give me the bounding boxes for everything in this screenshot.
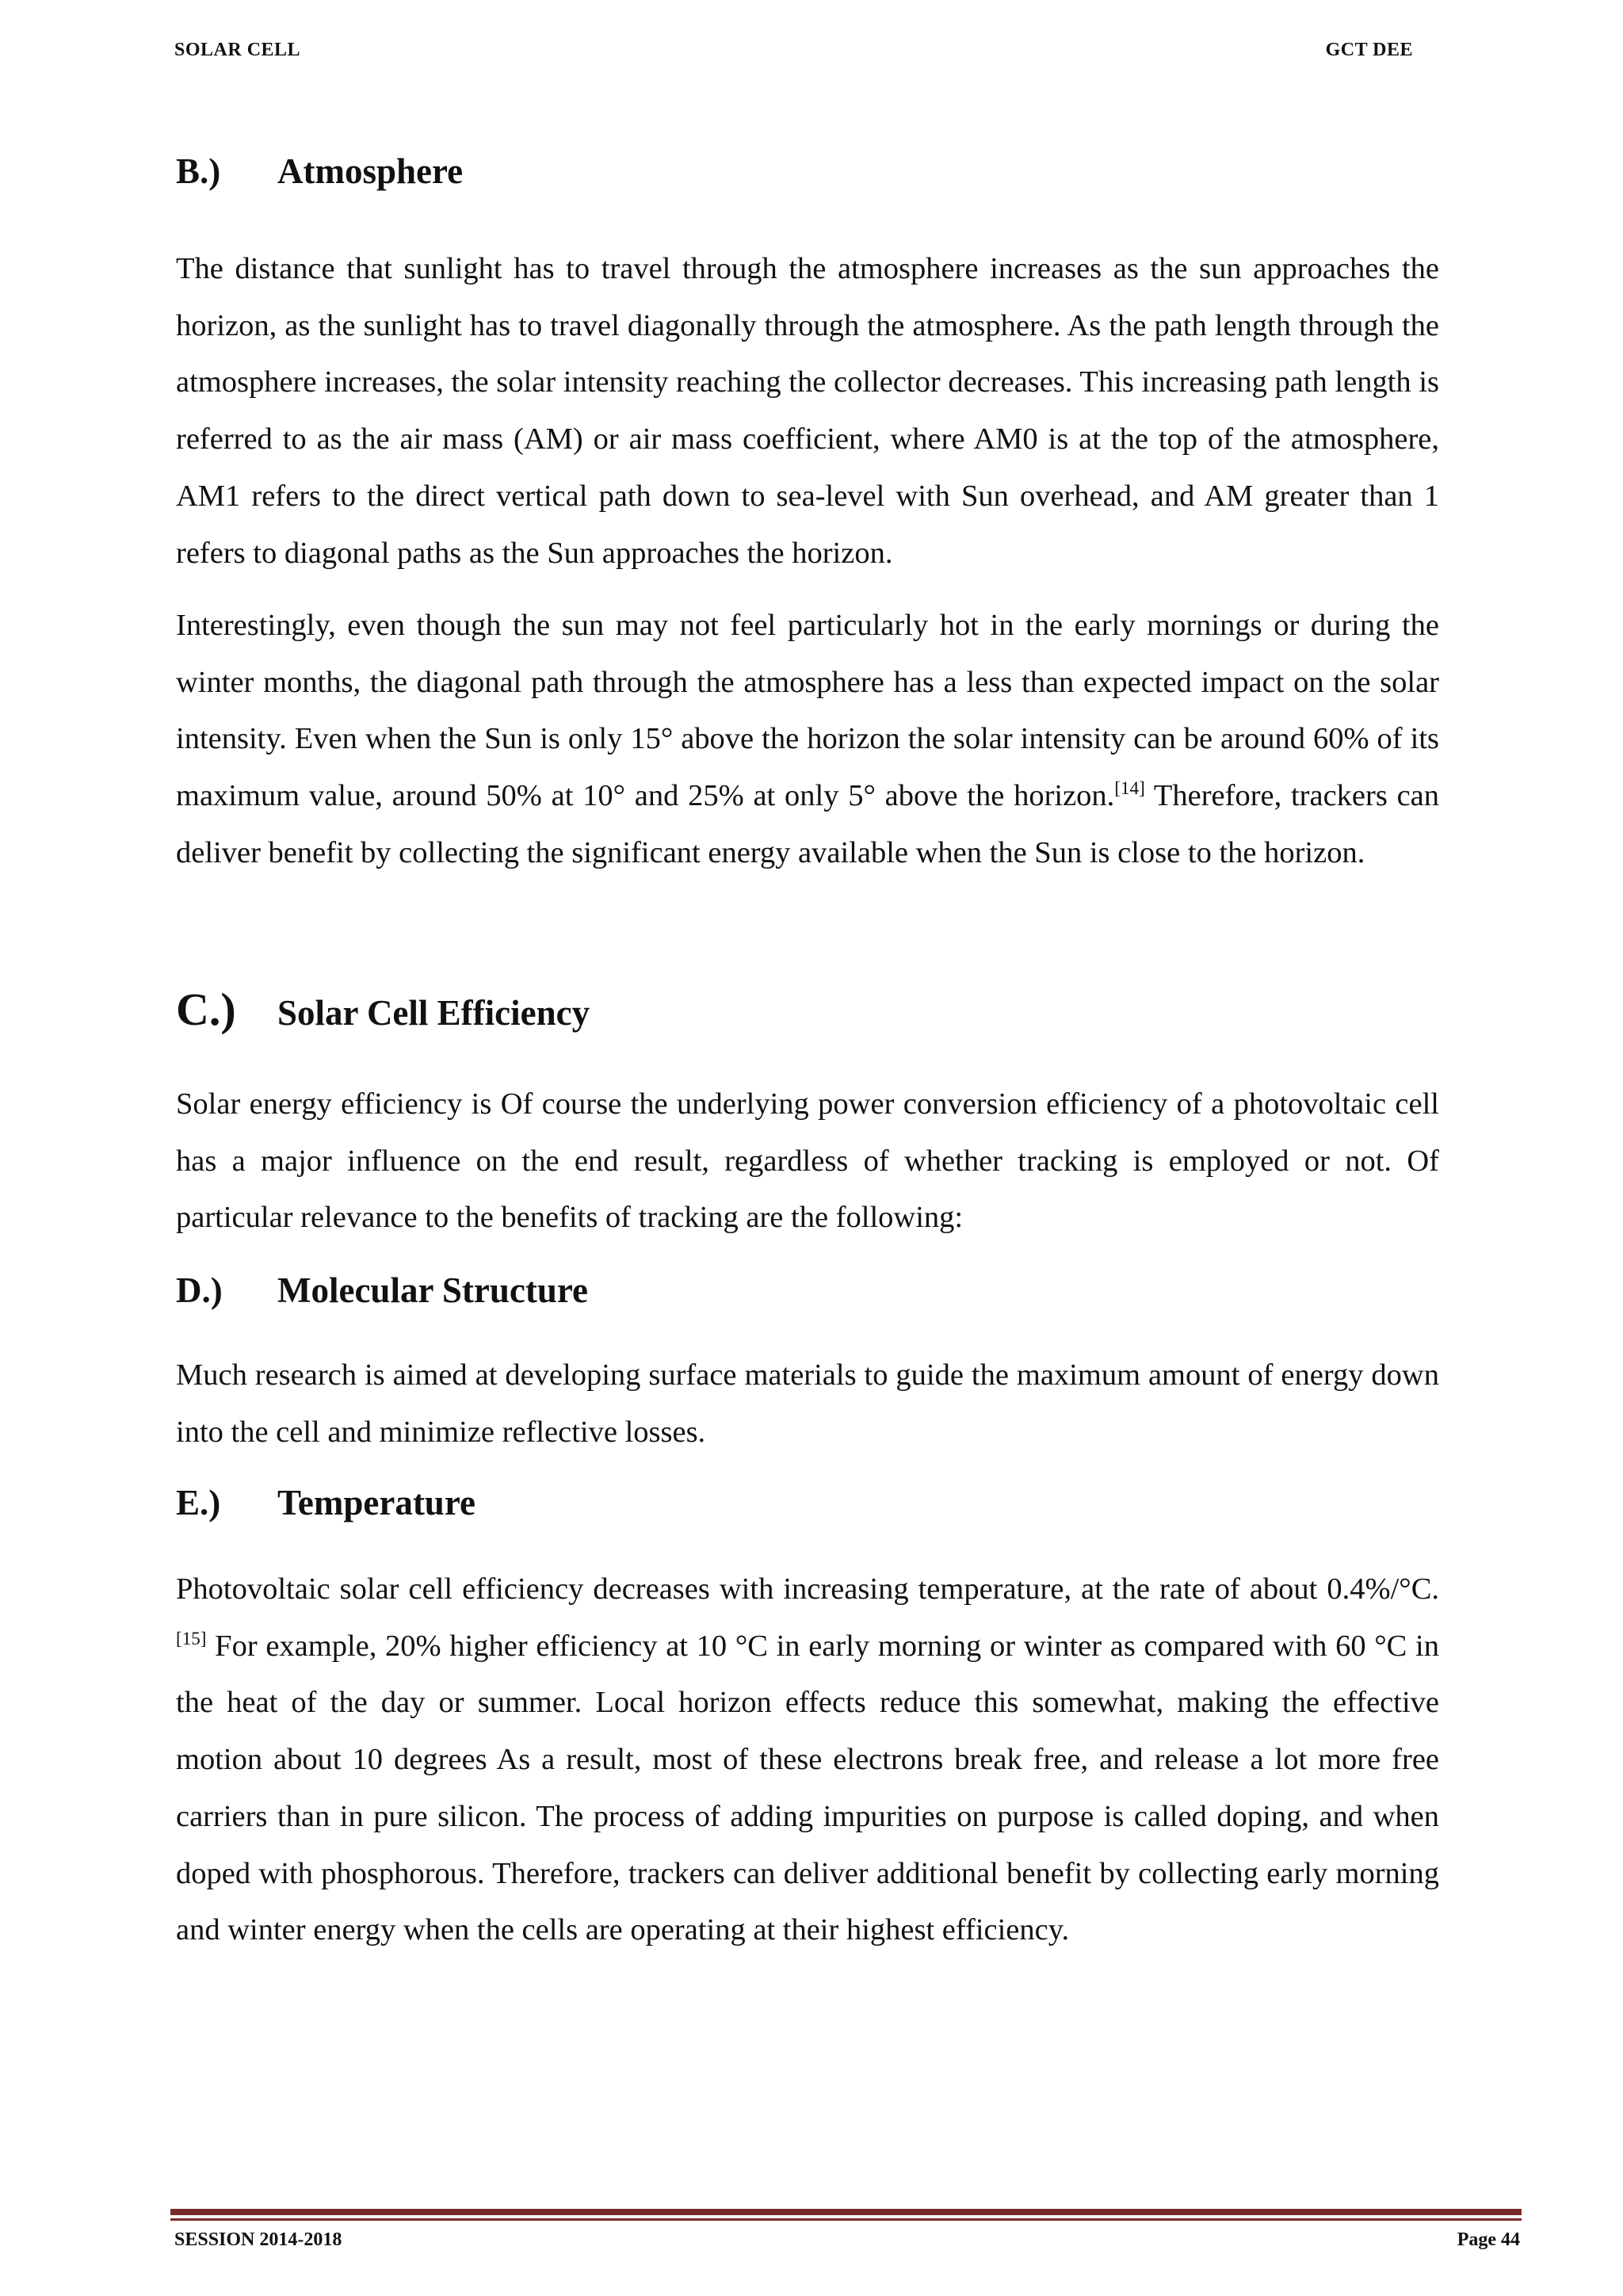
section-title: Molecular Structure xyxy=(277,1270,588,1310)
section-heading-molecular xyxy=(176,1270,588,1311)
footer-rule-thick xyxy=(170,2209,1522,2215)
section-heading-efficiency xyxy=(176,983,590,1036)
section-title: Atmosphere xyxy=(277,151,464,191)
paragraph-text: Photovoltaic solar cell efficiency decreases with increasing temperature, at the rate of about 0.4%/°C. xyxy=(176,1572,1439,1606)
section-heading-temperature xyxy=(176,1482,475,1523)
paragraph-atmosphere-1: The distance that sunlight has to travel through the atmosphere increases as the sun approaches the horizon, as the sunlight has to travel diagonally through the atmosphere. As the path length through the atmosphere increases, the solar intensity reaching the collector decreases. This increasing path length is referred to as the air mass (AM) or air mass coefficient, where AM0 is at the top of the atmosphere, AM1 refers to the direct vertical path down to sea-level with Sun overhead, and AM greater than 1 refers to diagonal paths as the Sun approaches the horizon. xyxy=(176,252,1439,570)
citation-ref: [14] xyxy=(1114,777,1145,799)
header-right: GCT DEE xyxy=(1325,40,1413,60)
footer-rule-thin xyxy=(170,2218,1522,2221)
paragraph-text: Interestingly, even though the sun may not feel particularly hot in the early mornings or during the winter months, the diagonal path through the atmosphere has a less than expected impact on the solar intensity. Even when the Sun is only 15° above the horizon the solar intensity can be around 60% of its maximum value, around 50% at 10° and 25% at only 5° above the horizon. xyxy=(176,609,1439,813)
section-title: Solar Cell Efficiency xyxy=(277,993,590,1033)
header-left: SOLAR CELL xyxy=(174,40,301,60)
paragraph-atmosphere-2 xyxy=(176,598,1439,882)
section-number: C.) xyxy=(176,984,236,1035)
paragraph-efficiency: Solar energy efficiency is Of course the underlying power conversion efficiency of a photovoltaic cell has a major influence on the end result, regardless of whether tracking is employed or not. Of particular relevance to the benefits of tracking are the following: xyxy=(176,1087,1439,1235)
citation-ref: [15] xyxy=(176,1627,207,1648)
paragraph-text: For example, 20% higher efficiency at 10 °C in early morning or winter as compared with 60 °C in the heat of the day or summer. Local horizon effects reduce this somewhat, making the effective motion about 10 degrees As a result, most of these electrons break free, and release a lot more free carriers than in pure silicon. The process of adding impurities on purpose is called doping, and when doped with phosphorous. Therefore, trackers can deliver additional benefit by collecting early morning and winter energy when the cells are operating at their highest efficiency. xyxy=(176,1629,1439,1947)
footer-session: SESSION 2014-2018 xyxy=(174,2229,342,2250)
paragraph-temperature xyxy=(176,1561,1439,1959)
section-title: Temperature xyxy=(277,1483,475,1522)
section-number: E.) xyxy=(176,1483,221,1522)
section-heading-atmosphere xyxy=(176,151,463,192)
paragraph-text: Therefore, trackers can deliver benefit by collecting the significant energy available when the Sun is close to the horizon. xyxy=(176,779,1439,869)
footer-page-number: Page 44 xyxy=(1457,2229,1520,2250)
paragraph-molecular: Much research is aimed at developing surface materials to guide the maximum amount of energy down into the cell and minimize reflective losses. xyxy=(176,1358,1439,1449)
section-number: D.) xyxy=(176,1270,223,1310)
section-number: B.) xyxy=(176,151,221,191)
